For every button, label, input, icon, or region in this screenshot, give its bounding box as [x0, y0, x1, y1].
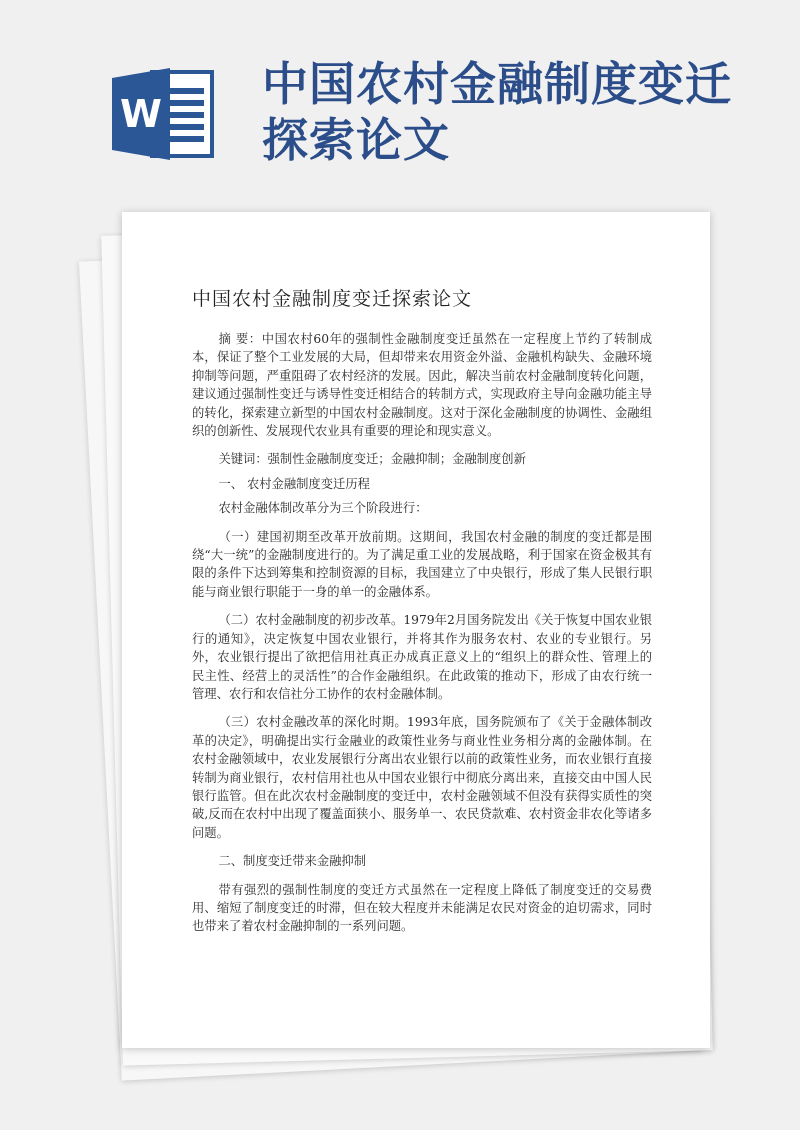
header-title-line1: 中国农村金融制度变迁 — [262, 57, 732, 111]
document-title: 中国农村金融制度变迁探索论文 — [192, 288, 473, 310]
header — [0, 0, 800, 200]
word-icon-letter: W — [120, 92, 162, 136]
body-paragraph: （三）农村金融改革的深化时期。1993年底，国务院颁布了《关于金融体制改革的决定》，明确提出实行金融业的政策性业务与商业性业务相分离的金融体制。在农村金融领域中，农业发展银行分离出农业银行以前的政策性业务，而农业银行直接转制为商业银行，农村信用社也从中国农业银行中彻底分离出来，直接交由中国人民银行监管。但在此次农村金融制度的变迁中，农村金融领域不但没有获得实质性的突破,反而在农村中出现了覆盖面狭小、服务单一、农民贷款难、农村资金非农化等诸多问题。 — [192, 715, 652, 840]
document-body — [192, 330, 652, 946]
body-paragraph: 农村金融体制改革分为三个阶段进行： — [218, 501, 428, 516]
word-document-icon — [112, 64, 220, 164]
body-paragraph: 带有强烈的强制性制度的变迁方式虽然在一定程度上降低了制度变迁的交易费用、缩短了制度变迁的时滞，但在较大程度并未能满足农民对资金的迫切需求，同时也带来了着农村金融抑制的一系列问题。 — [192, 882, 652, 934]
keywords-paragraph: 关键词：强制性金融制度变迁；金融抑制；金融制度创新 — [218, 452, 526, 467]
document-page — [122, 212, 710, 1048]
body-paragraph: （二）农村金融制度的初步改革。1979年2月国务院发出《关于恢复中国农业银行的通知》，决定恢复中国农业银行，并将其作为服务农村、农业的专业银行。另外，农业银行提出了欲把信用社真正办成真正意义上的“组织上的群众性、管理上的民主性、经营上的灵活性”的合作金融组织。在此政策的推动下，形成了由农行统一管理、农行和农信社分工协作的农村金融体制。 — [192, 613, 652, 701]
section-heading: 一、 农村金融制度变迁历程 — [218, 476, 370, 491]
header-title-line2: 探索论文 — [262, 113, 450, 167]
body-paragraph: （一）建国初期至改革开放前期。这期间，我国农村金融的制度的变迁都是围绕“大一统”的金融制度进行的。为了满足重工业的发展战略，利于国家在资金极其有限的条件下达到筹集和控制资源的目标，我国建立了中央银行，形成了集人民银行职能与商业银行职能于一身的单一的金融体系。 — [192, 529, 652, 599]
header-title — [262, 56, 782, 168]
section-heading: 二、制度变迁带来金融抑制 — [218, 854, 367, 869]
abstract-paragraph: 摘 要：中国农村60年的强制性金融制度变迁虽然在一定程度上节约了转制成本，保证了整个工业发展的大局，但却带来农用资金外溢、金融机构缺失、金融环境抑制等问题，严重阻碍了农村经济的发展。因此，解决当前农村金融制度转化问题，建议通过强制性变迁与诱导性变迁相结合的转制方式，实现政府主导向金融功能主导的转化，探索建立新型的中国农村金融制度。这对于深化金融制度的协调性、金融组织的创新性、发展现代农业具有重要的理论和现实意义。 — [192, 332, 652, 439]
